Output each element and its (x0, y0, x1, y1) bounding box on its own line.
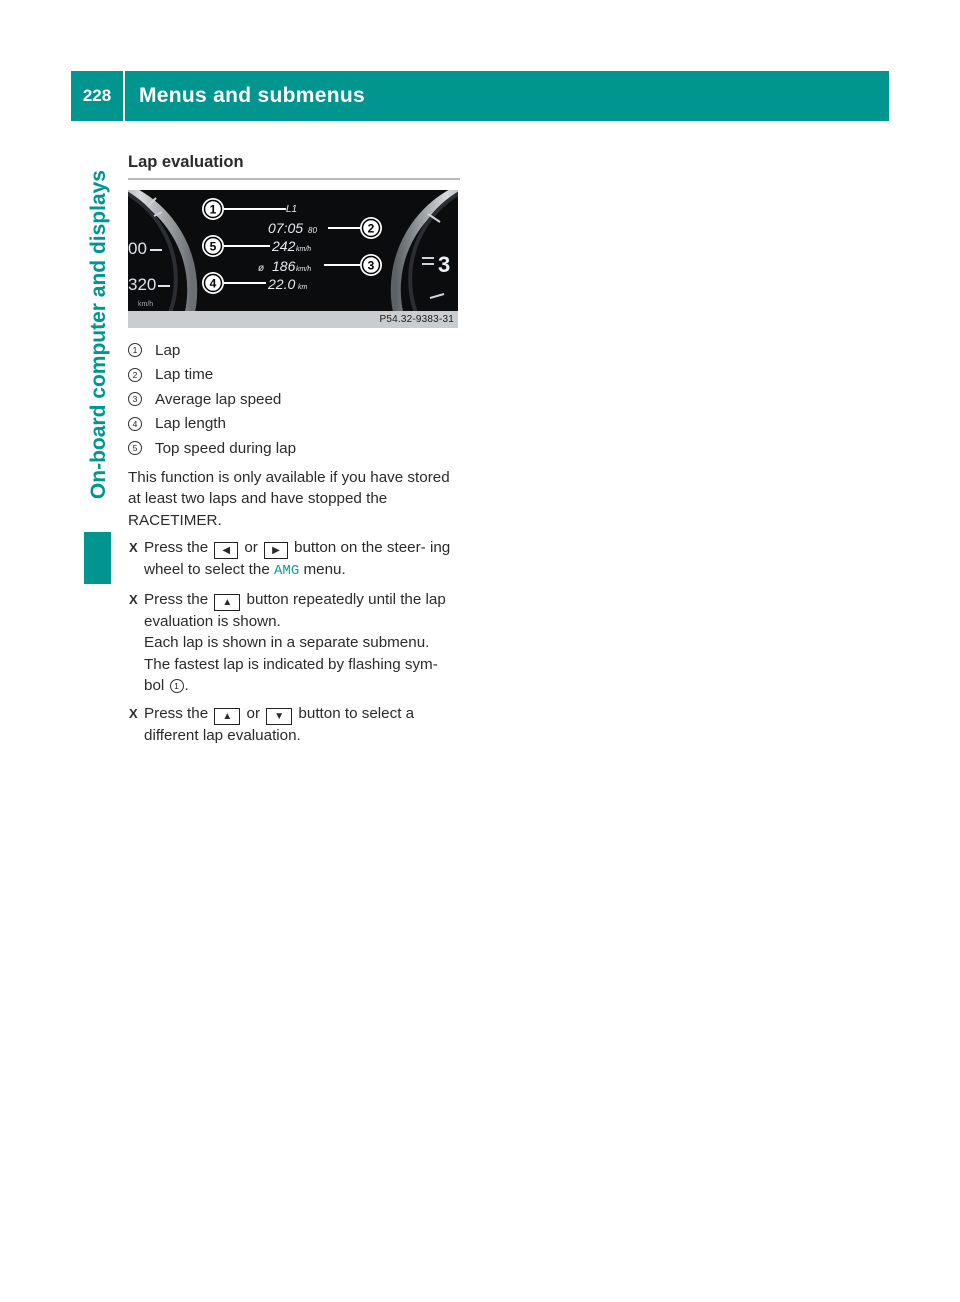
step-text: . (184, 677, 189, 694)
gear-indicator: 3 (438, 252, 451, 277)
legend-label: Average lap speed (155, 390, 282, 408)
display-lap: L1 (286, 204, 298, 215)
display-lap-length: 22.0 (268, 276, 296, 292)
step-text: Each lap is shown in a separate submenu. (144, 634, 430, 651)
section-title: Lap evaluation (128, 150, 460, 180)
instruction-step-1 (128, 537, 460, 583)
svg-text:3: 3 (367, 258, 375, 273)
display-length-unit: km (298, 284, 308, 291)
legend-item (128, 387, 460, 412)
callout-marker: 1 (170, 679, 184, 693)
step-text: button repeatedly until the lap evaluation is shown. (144, 590, 446, 630)
header-title: Menus and submenus (139, 84, 365, 107)
step-text: Press the (144, 539, 209, 556)
legend-item (128, 363, 460, 388)
step-arrow-icon: X (129, 705, 138, 721)
svg-text:5: 5 (209, 239, 217, 254)
callout-4 (202, 272, 224, 294)
callout-5 (202, 235, 224, 257)
display-speed-unit-2: km/h (296, 266, 312, 273)
right-button-icon: ▶ (264, 542, 288, 559)
legend-item (128, 338, 460, 363)
chapter-title: On-board computer and displays (87, 170, 110, 500)
step-text: The fastest lap is indicated by flashing sym- bol (144, 655, 438, 694)
display-avg-speed: 186 (272, 258, 296, 274)
step-text: button on the steer- ing wheel to select the (144, 539, 451, 578)
legend-label: Top speed during lap (155, 439, 297, 457)
callout-marker: 1 (128, 343, 142, 357)
legend (128, 338, 460, 461)
display-lap-time: 07:05 (268, 220, 304, 236)
figure-code: P54.32-9383-31 (128, 311, 458, 328)
left-gauge-unit: km/h (138, 301, 154, 308)
availability-paragraph: This function is only available if you have stored at least two laps and have stopped the RACETIMER. (128, 468, 450, 529)
callout-1 (202, 198, 224, 220)
cluster-illustration (128, 190, 458, 328)
left-gauge-label-1: 00 (128, 239, 147, 258)
down-button-icon: ▼ (266, 708, 292, 725)
up-button-icon: ▲ (214, 594, 240, 611)
callout-marker: 2 (128, 368, 142, 382)
legend-item (128, 412, 460, 437)
display-avg-prefix: ø (258, 263, 265, 274)
display-speed-unit-1: km/h (296, 246, 312, 253)
svg-text:2: 2 (367, 221, 375, 236)
chapter-marker (84, 532, 111, 584)
up-button-icon: ▲ (214, 708, 240, 725)
step-text: button to select a different lap evaluation. (144, 704, 415, 744)
step-arrow-icon: X (129, 591, 138, 607)
step-text: Press the (144, 704, 209, 722)
legend-label: Lap (155, 341, 181, 359)
header-bar (71, 71, 889, 121)
svg-text:1: 1 (209, 202, 217, 217)
callout-2 (360, 217, 382, 239)
display-top-speed: 242 (272, 238, 296, 254)
step-text: or (246, 704, 261, 722)
left-button-icon: ◀ (214, 542, 238, 559)
step-arrow-icon: X (129, 540, 138, 555)
legend-label: Lap length (155, 415, 226, 432)
legend-item (128, 436, 460, 461)
instruction-step-2 (128, 589, 460, 697)
svg-text:4: 4 (209, 276, 217, 291)
instruction-step-3 (128, 703, 460, 747)
display-lap-time-hundredths: 80 (308, 226, 317, 235)
left-gauge-label-2: 320 (128, 275, 157, 294)
callout-marker: 5 (128, 441, 142, 455)
page-number: 228 (71, 71, 125, 121)
callout-marker: 3 (128, 392, 142, 406)
step-text: menu. (303, 561, 346, 578)
step-text: or (244, 539, 258, 556)
amg-menu-label: AMG (274, 563, 300, 579)
legend-label: Lap time (155, 366, 214, 383)
content-column (128, 150, 460, 746)
instrument-cluster-figure (128, 190, 458, 328)
callout-3 (360, 254, 382, 276)
callout-marker: 4 (128, 417, 142, 431)
step-text: Press the (144, 590, 209, 608)
